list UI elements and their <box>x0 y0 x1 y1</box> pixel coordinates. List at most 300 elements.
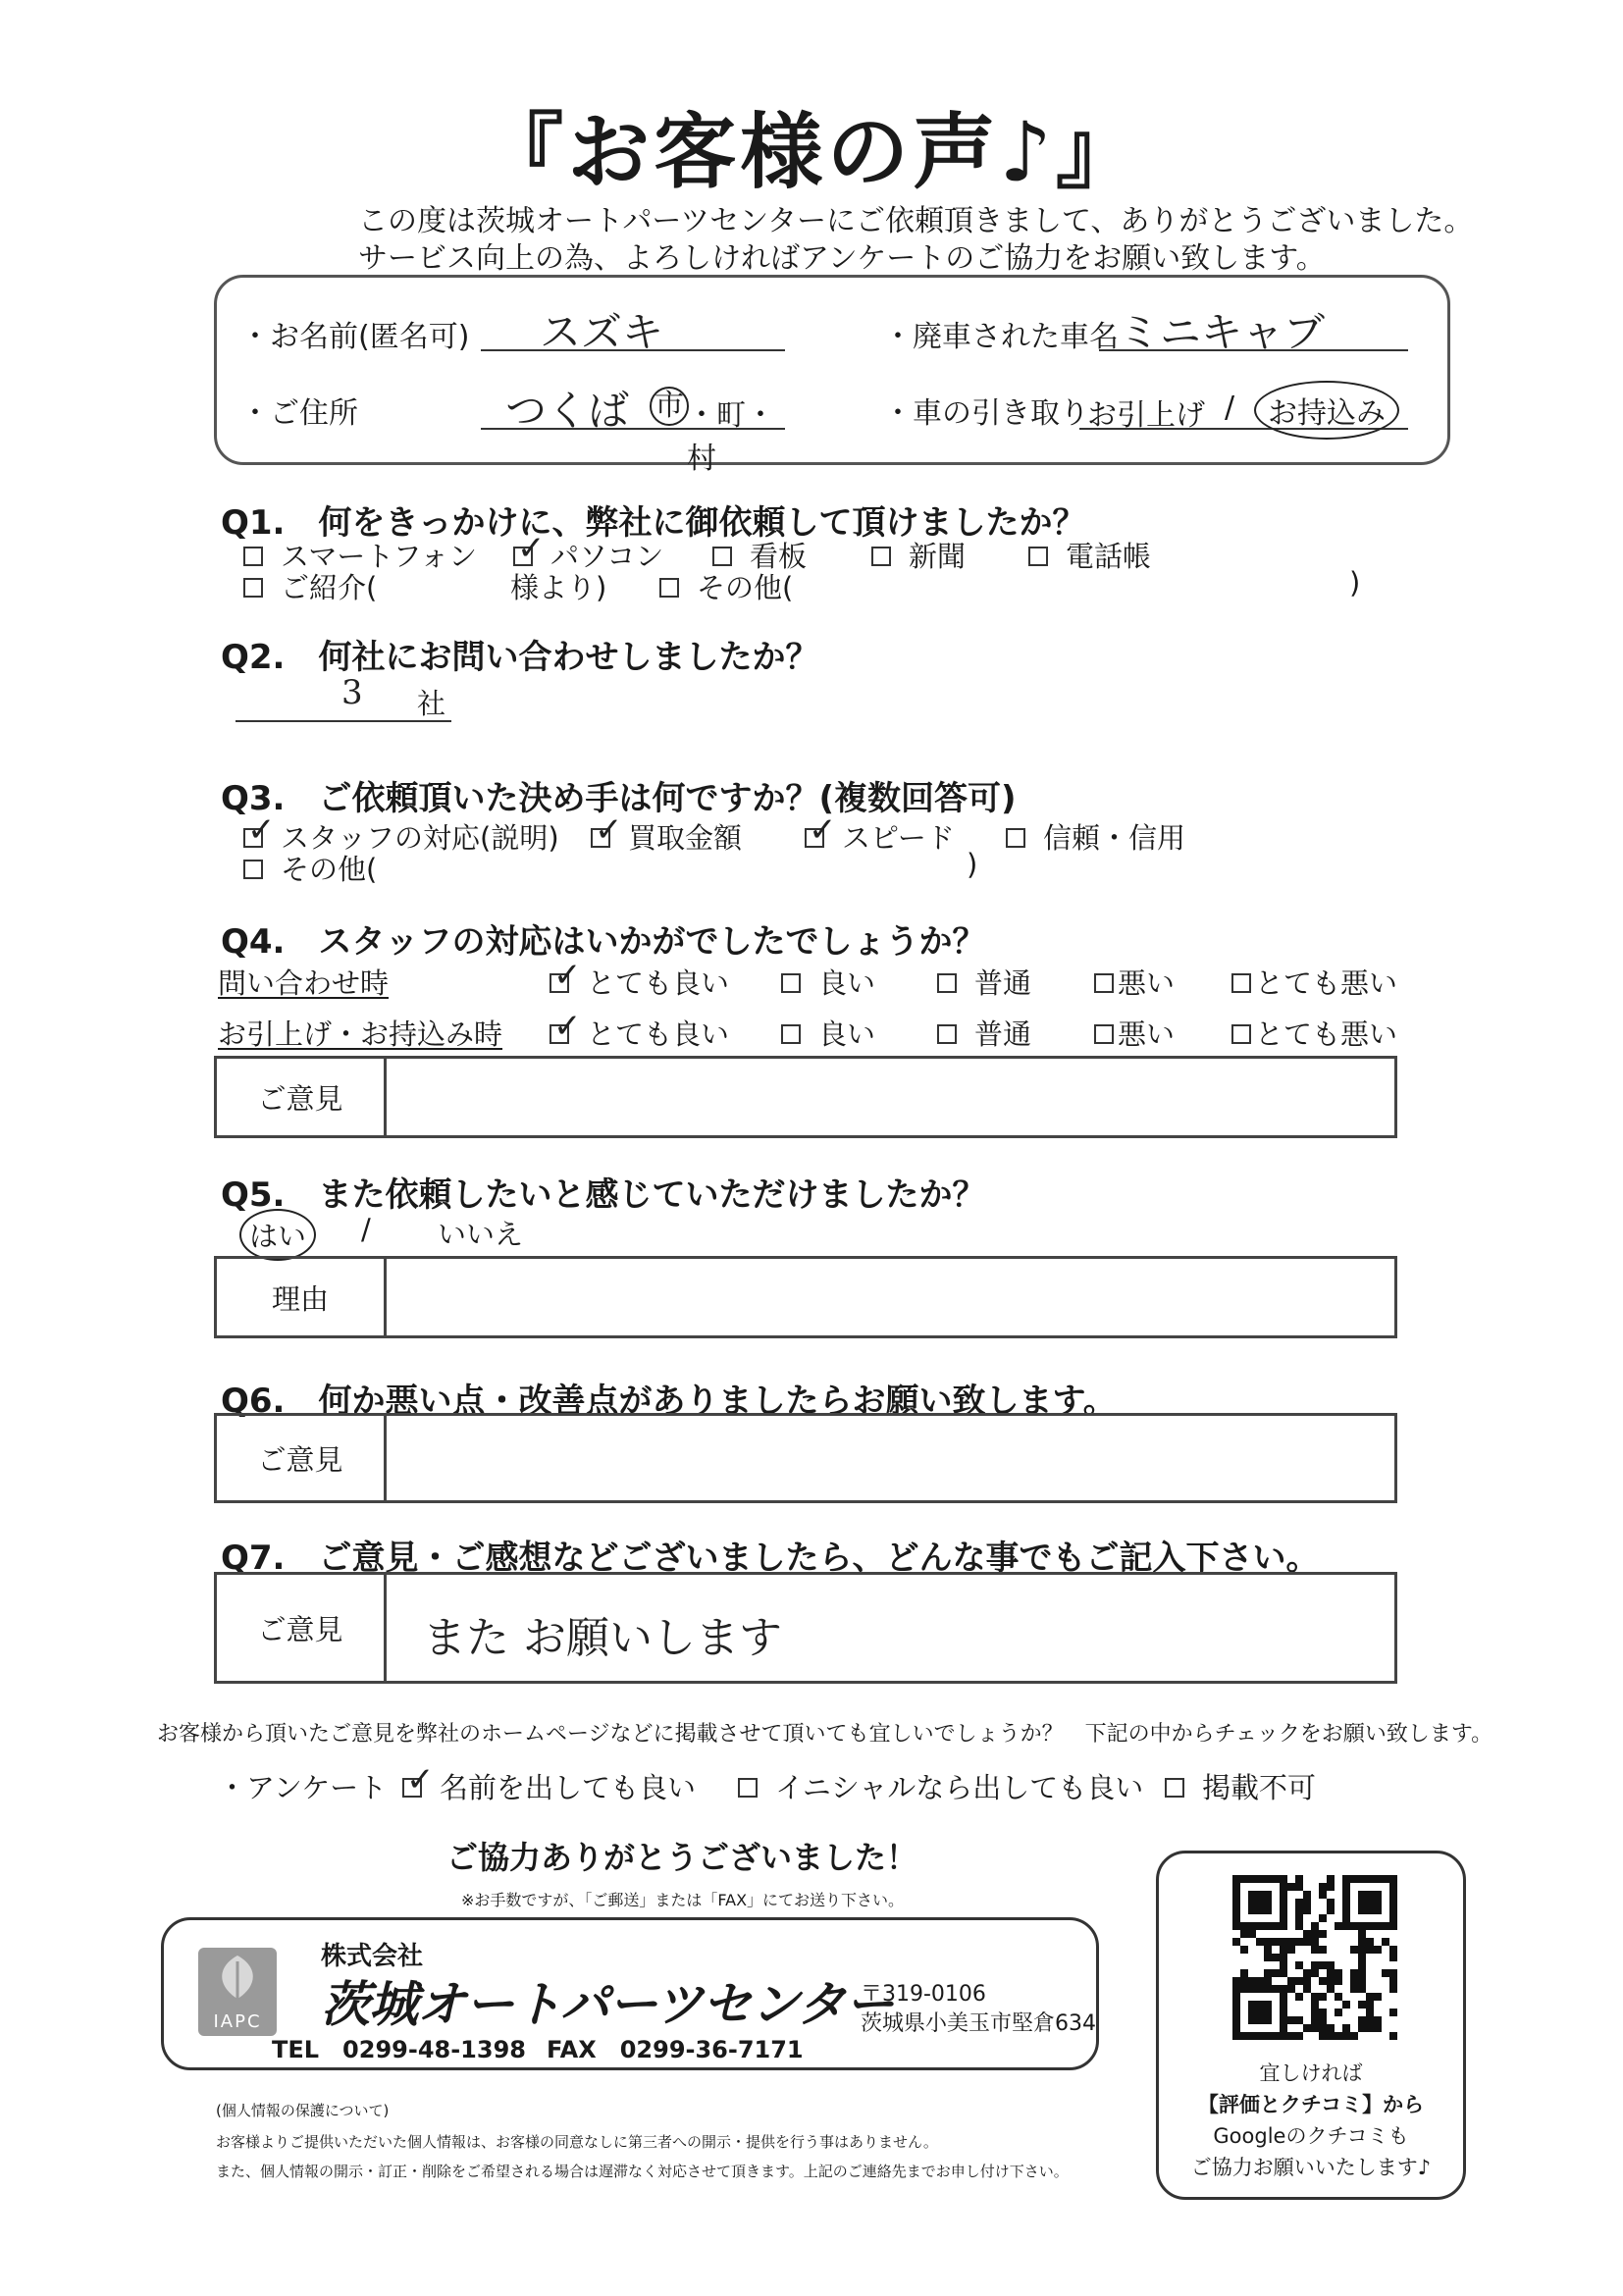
qr-module <box>1256 2016 1264 2024</box>
qr-module <box>1374 1899 1382 1906</box>
qr-module <box>1311 2024 1319 2032</box>
qr-module <box>1311 1930 1319 1938</box>
qr-module <box>1327 1883 1335 1891</box>
checkbox-checked[interactable] <box>513 547 533 566</box>
qr-module <box>1358 2016 1366 2024</box>
qr-code[interactable] <box>1232 1875 1397 2040</box>
qr-module <box>1232 1875 1240 1883</box>
q4-pickup-normal[interactable]: 普通 <box>937 1013 1031 1053</box>
qr-module <box>1335 1922 1342 1930</box>
publish-option-initials[interactable]: イニシャルなら出しても良い <box>738 1766 1143 1806</box>
qr-module <box>1240 1875 1248 1883</box>
qr-module <box>1248 1875 1256 1883</box>
qr-module <box>1240 1922 1248 1930</box>
qr-module <box>1264 2032 1272 2040</box>
qr-module <box>1295 1977 1303 1985</box>
qr-module <box>1342 1906 1350 1914</box>
mail-note: ※お手数ですが、「ご郵送」または「FAX」にてお送り下さい。 <box>461 1891 905 1909</box>
qr-module <box>1264 1922 1272 1930</box>
qr-module <box>1303 1938 1311 1946</box>
qr-module <box>1389 1985 1397 1993</box>
qr-module <box>1280 2001 1287 2009</box>
qr-module <box>1327 1977 1335 1985</box>
q4-inquiry-good[interactable]: 良い <box>781 962 875 1002</box>
qr-module <box>1303 1906 1311 1914</box>
qr-module <box>1350 1875 1358 1883</box>
qr-module <box>1319 1946 1327 1954</box>
q4-inquiry-normal[interactable]: 普通 <box>937 962 1031 1002</box>
qr-module <box>1240 1977 1248 1985</box>
q3-other-close: ) <box>967 848 978 881</box>
qr-module <box>1264 1969 1272 1977</box>
qr-module <box>1256 1985 1264 1993</box>
checkbox[interactable] <box>243 547 263 566</box>
qr-module <box>1232 2032 1240 2040</box>
q5-option-no[interactable]: いいえ <box>438 1218 524 1251</box>
qr-module <box>1295 2016 1303 2024</box>
qr-module <box>1319 1914 1327 1922</box>
qr-module <box>1366 1922 1374 1930</box>
q4-row-label-pickup: お引上げ・お持込み時 <box>218 1018 503 1051</box>
qr-module <box>1303 1930 1311 1938</box>
q1-option-smartphone[interactable]: スマートフォン <box>243 535 477 575</box>
qr-module <box>1335 1977 1342 1985</box>
car-value: ミニキャブ <box>1119 308 1326 356</box>
qr-module <box>1374 1875 1382 1883</box>
qr-module <box>1311 2009 1319 2016</box>
qr-module <box>1295 1906 1303 1914</box>
qr-module <box>1335 1993 1342 2001</box>
qr-module <box>1280 1914 1287 1922</box>
qr-module <box>1382 1922 1389 1930</box>
qr-module <box>1327 1875 1335 1883</box>
q1-other-close: ) <box>1349 566 1361 600</box>
q3-option-price[interactable]: ✓ 買取金額 <box>591 816 742 857</box>
qr-module <box>1232 2009 1240 2016</box>
qr-module <box>1280 1922 1287 1930</box>
qr-module <box>1264 1899 1272 1906</box>
q2-count-unit: 社 <box>417 687 446 720</box>
q3-title: Q3. ご依頼頂いた決め手は何ですか？(複数回答可) <box>221 779 1017 818</box>
address-suffix: ・町・村 <box>687 398 775 476</box>
qr-module <box>1366 1993 1374 2001</box>
qr-module <box>1366 1906 1374 1914</box>
qr-caption-line-1: 宜しければ <box>1259 2061 1363 2085</box>
qr-module <box>1256 2001 1264 2009</box>
qr-module <box>1358 1946 1366 1954</box>
qr-module <box>1358 1969 1366 1977</box>
qr-module <box>1374 1891 1382 1899</box>
checkbox-checked[interactable] <box>550 973 569 993</box>
qr-module <box>1287 1977 1295 1985</box>
checkbox[interactable] <box>937 973 957 993</box>
qr-module <box>1287 1883 1295 1891</box>
qr-module <box>1272 1969 1280 1977</box>
qr-module <box>1382 1938 1389 1946</box>
page-title: 『お客様の声♪』 <box>481 104 1142 200</box>
checkbox[interactable] <box>712 547 732 566</box>
qr-module <box>1256 1899 1264 1906</box>
qr-module <box>1248 2032 1256 2040</box>
q5-reason-box[interactable] <box>214 1256 1397 1338</box>
qr-module <box>1272 2032 1280 2040</box>
checkbox[interactable] <box>1231 973 1251 993</box>
qr-module <box>1264 1985 1272 1993</box>
intro-line-1: この度は茨城オートパーツセンターにご依頼頂きまして、ありがとうございました。 <box>358 204 1474 238</box>
qr-module <box>1280 1946 1287 1954</box>
checkbox[interactable] <box>1231 1024 1251 1044</box>
qr-module <box>1272 1875 1280 1883</box>
qr-module <box>1248 1906 1256 1914</box>
qr-module <box>1240 1946 1248 1954</box>
qr-module <box>1264 1977 1272 1985</box>
qr-module <box>1327 1906 1335 1914</box>
checkbox-checked[interactable] <box>550 1024 569 1044</box>
car-label: ・廃車された車名 <box>883 320 1119 354</box>
privacy-heading: (個人情報の保護について) <box>216 2102 390 2119</box>
checkbox[interactable] <box>871 547 891 566</box>
name-label: ・お名前(匿名可) <box>240 320 470 354</box>
qr-module <box>1264 2016 1272 2024</box>
qr-module <box>1389 1883 1397 1891</box>
qr-module <box>1232 1922 1240 1930</box>
qr-module <box>1319 1930 1327 1938</box>
qr-module <box>1319 1961 1327 1969</box>
privacy-line-2: また、個人情報の開示・訂正・削除をご希望される場合は遅滞なく対応させて頂きます。上記のご連絡先までお申し付け下さい。 <box>216 2163 1069 2180</box>
qr-module <box>1335 2032 1342 2040</box>
thanks-message: ご協力ありがとうございました！ <box>446 1839 918 1876</box>
qr-module <box>1311 1993 1319 2001</box>
qr-module <box>1303 1977 1311 1985</box>
qr-module <box>1287 1985 1295 1993</box>
qr-module <box>1342 1899 1350 1906</box>
qr-module <box>1358 1954 1366 1961</box>
qr-module <box>1264 1954 1272 1961</box>
qr-module <box>1303 1899 1311 1906</box>
qr-module <box>1389 2009 1397 2016</box>
qr-module <box>1350 1922 1358 1930</box>
qr-module <box>1248 1899 1256 1906</box>
address-field[interactable] <box>481 379 785 476</box>
qr-module <box>1358 1985 1366 1993</box>
qr-module <box>1303 2024 1311 2032</box>
pickup-option-hikiage[interactable]: お引上げ <box>1087 398 1205 433</box>
qr-module <box>1232 1914 1240 1922</box>
qr-module <box>1295 1961 1303 1969</box>
qr-module <box>1319 2009 1327 2016</box>
qr-module <box>1232 1891 1240 1899</box>
qr-module <box>1287 1938 1295 1946</box>
qr-module <box>1389 1875 1397 1883</box>
qr-module <box>1342 1883 1350 1891</box>
qr-module <box>1327 2032 1335 2040</box>
qr-module <box>1358 1961 1366 1969</box>
q4-row-label-inquiry: 問い合わせ時 <box>218 966 390 1000</box>
qr-module <box>1280 1985 1287 1993</box>
qr-module <box>1303 1969 1311 1977</box>
qr-module <box>1366 2024 1374 2032</box>
qr-module <box>1311 1922 1319 1930</box>
qr-module <box>1319 2032 1327 2040</box>
qr-module <box>1319 2024 1327 2032</box>
qr-module <box>1303 1891 1311 1899</box>
q2-count-field[interactable] <box>236 673 451 722</box>
qr-module <box>1327 2024 1335 2032</box>
q7-comment-box[interactable] <box>214 1572 1397 1684</box>
company-logo <box>198 1948 277 2036</box>
qr-module <box>1232 1977 1240 1985</box>
qr-module <box>1311 1938 1319 1946</box>
qr-module <box>1358 2001 1366 2009</box>
qr-module <box>1358 2024 1366 2032</box>
qr-module <box>1389 1914 1397 1922</box>
privacy-line-1: お客様よりご提供いただいた個人情報は、お客様の同意なしに第三者への開示・提供を行う事はありません。 <box>216 2133 938 2151</box>
checkbox-checked[interactable] <box>591 828 610 848</box>
pickup-label: ・車の引き取り <box>883 396 1089 431</box>
leaf-icon <box>198 1948 277 2007</box>
qr-module <box>1280 1993 1287 2001</box>
checkbox-checked[interactable] <box>805 828 824 848</box>
qr-module <box>1248 1922 1256 1930</box>
qr-module <box>1256 1977 1264 1985</box>
qr-module <box>1240 1969 1248 1977</box>
qr-module <box>1350 1946 1358 1954</box>
q3-option-staff[interactable]: ✓スタッフの対応(説明) <box>243 816 559 857</box>
qr-module <box>1248 2001 1256 2009</box>
company-postal: 〒319-0106 <box>861 1982 986 2007</box>
qr-module <box>1232 2001 1240 2009</box>
qr-module <box>1232 1899 1240 1906</box>
checkbox-checked[interactable] <box>243 828 263 848</box>
pickup-field[interactable] <box>1079 379 1408 433</box>
checkbox[interactable] <box>1094 973 1114 993</box>
qr-module <box>1280 1899 1287 1906</box>
qr-module <box>1350 1985 1358 1993</box>
qr-module <box>1232 1906 1240 1914</box>
qr-module <box>1280 1875 1287 1883</box>
q4-pickup-very-bad[interactable]: とても悪い <box>1231 1013 1397 1053</box>
qr-module <box>1256 1891 1264 1899</box>
qr-module <box>1303 1985 1311 1993</box>
checkbox[interactable] <box>738 1778 758 1798</box>
q2-title: Q2. 何社にお問い合わせしましたか？ <box>221 638 819 677</box>
qr-module <box>1280 1961 1287 1969</box>
q7-comment-label: ご意見 <box>217 1575 387 1681</box>
qr-module <box>1342 1914 1350 1922</box>
qr-module <box>1287 2032 1295 2040</box>
qr-module <box>1295 1938 1303 1946</box>
q5-separator: / <box>361 1213 371 1246</box>
qr-module <box>1366 1946 1374 1954</box>
qr-module <box>1240 1930 1248 1938</box>
qr-module <box>1248 2009 1256 2016</box>
checkbox[interactable] <box>1028 547 1048 566</box>
qr-box <box>1156 1851 1466 2200</box>
qr-module <box>1374 1922 1382 1930</box>
q7-comment-value: また お願いします <box>423 1613 782 1663</box>
qr-module <box>1358 1899 1366 1906</box>
qr-module <box>1280 1954 1287 1961</box>
qr-module <box>1389 1954 1397 1961</box>
qr-module <box>1366 1891 1374 1899</box>
qr-module <box>1280 1969 1287 1977</box>
qr-module <box>1272 1922 1280 1930</box>
qr-module <box>1374 1906 1382 1914</box>
q5-title: Q5. また依頼したいと感じていただけましたか？ <box>221 1175 986 1215</box>
qr-module <box>1256 2009 1264 2016</box>
qr-module <box>1280 2024 1287 2032</box>
qr-module <box>1358 1922 1366 1930</box>
qr-module <box>1311 1969 1319 1977</box>
qr-module <box>1319 1883 1327 1891</box>
q1-option-pc[interactable]: ✓ パソコン <box>513 535 663 575</box>
address-city: つくば <box>505 387 630 435</box>
qr-module <box>1366 1899 1374 1906</box>
qr-module <box>1280 1938 1287 1946</box>
qr-module <box>1335 2009 1342 2016</box>
qr-module <box>1358 1977 1366 1985</box>
qr-module <box>1342 1891 1350 1899</box>
checkbox[interactable] <box>243 860 263 879</box>
car-field[interactable] <box>1099 300 1408 356</box>
q6-comment-box[interactable] <box>214 1413 1397 1503</box>
q4-pickup-good[interactable]: 良い <box>781 1013 875 1053</box>
address-label: ・ご住所 <box>240 396 358 431</box>
company-kabushiki: 株式会社 <box>321 1942 424 1971</box>
qr-module <box>1232 2016 1240 2024</box>
qr-module <box>1248 2016 1256 2024</box>
qr-module <box>1295 1993 1303 2001</box>
checkbox[interactable] <box>937 1024 957 1044</box>
q3-option-other[interactable]: その他( <box>243 848 377 888</box>
qr-module <box>1389 1922 1397 1930</box>
qr-module <box>1342 1875 1350 1883</box>
qr-module <box>1280 1891 1287 1899</box>
name-value: スズキ <box>540 308 664 356</box>
q4-pickup-very-good[interactable]: ✓ とても良い <box>550 1013 729 1053</box>
company-tel: TEL 0299-48-1398 <box>272 2036 526 2063</box>
q1-title: Q1. 何をきっかけに、弊社に御依頼して頂けましたか？ <box>221 503 1086 543</box>
qr-module <box>1280 1906 1287 1914</box>
qr-module <box>1256 1922 1264 1930</box>
q5-option-yes[interactable]: はい <box>239 1209 316 1261</box>
q3-option-speed[interactable]: ✓ スピード <box>805 816 955 857</box>
q4-inquiry-very-bad[interactable]: とても悪い <box>1231 962 1397 1002</box>
qr-module <box>1248 1891 1256 1899</box>
qr-module <box>1256 2032 1264 2040</box>
qr-module <box>1232 1993 1240 2001</box>
q4-comment-label: ご意見 <box>217 1059 387 1135</box>
qr-module <box>1232 1883 1240 1891</box>
q5-reason-label: 理由 <box>217 1259 387 1335</box>
qr-module <box>1389 1977 1397 1985</box>
qr-module <box>1358 1906 1366 1914</box>
company-address: 茨城県小美玉市堅倉634 <box>861 2011 1096 2036</box>
qr-module <box>1287 1946 1295 1954</box>
q4-inquiry-bad[interactable]: 悪い <box>1094 962 1175 1002</box>
qr-module <box>1366 2009 1374 2016</box>
company-name: 茨城オートパーツセンター <box>321 1976 893 2033</box>
name-field[interactable] <box>481 300 785 356</box>
q2-count-value: 3 <box>341 673 363 712</box>
qr-module <box>1358 1938 1366 1946</box>
q3-option-trust[interactable]: 信頼・信用 <box>1006 816 1185 857</box>
qr-module <box>1335 1969 1342 1977</box>
qr-module <box>1264 1906 1272 1914</box>
qr-module <box>1366 1875 1374 1883</box>
qr-module <box>1272 1985 1280 1993</box>
qr-module <box>1264 1946 1272 1954</box>
q4-pickup-bad[interactable]: 悪い <box>1094 1013 1175 1053</box>
qr-module <box>1232 1985 1240 1993</box>
publish-label: ・アンケート <box>218 1771 388 1804</box>
qr-module <box>1374 1993 1382 2001</box>
qr-module <box>1342 2001 1350 2009</box>
q1-option-signboard[interactable]: 看板 <box>712 535 807 575</box>
qr-caption-line-2: 【評価とクチコミ】から <box>1197 2093 1425 2116</box>
q1-option-newspaper[interactable]: 新聞 <box>871 535 966 575</box>
publish-option-none[interactable]: 掲載不可 <box>1165 1766 1316 1806</box>
address-shi-circled: 市 <box>650 387 689 426</box>
pickup-option-mochikomi[interactable]: お持込み <box>1254 381 1399 440</box>
qr-module <box>1272 1938 1280 1946</box>
qr-module <box>1280 2032 1287 2040</box>
checkbox[interactable] <box>781 973 801 993</box>
qr-module <box>1256 1938 1264 1946</box>
qr-module <box>1389 1946 1397 1954</box>
q6-comment-label: ご意見 <box>217 1416 387 1500</box>
qr-module <box>1280 2009 1287 2016</box>
qr-module <box>1295 1875 1303 1883</box>
qr-module <box>1366 2001 1374 2009</box>
q1-option-other[interactable]: その他( <box>659 566 793 606</box>
qr-module <box>1311 1946 1319 1954</box>
qr-module <box>1374 2024 1382 2032</box>
qr-module <box>1272 1954 1280 1961</box>
q4-inquiry-very-good[interactable]: ✓ とても良い <box>550 962 729 1002</box>
checkbox[interactable] <box>781 1024 801 1044</box>
checkbox[interactable] <box>1165 1778 1184 1798</box>
q1-option-phonebook[interactable]: 電話帳 <box>1028 535 1151 575</box>
q4-comment-box[interactable] <box>214 1056 1397 1138</box>
checkbox-checked[interactable] <box>402 1778 422 1798</box>
qr-module <box>1264 1891 1272 1899</box>
qr-module <box>1295 1922 1303 1930</box>
qr-module <box>1319 1993 1327 2001</box>
q7-title: Q7. ご意見・ご感想などございましたら、どんな事でもご記入下さい。 <box>221 1539 1320 1578</box>
publish-option-name[interactable]: ✓ 名前を出しても良い <box>402 1766 696 1806</box>
checkbox[interactable] <box>1006 828 1025 848</box>
qr-module <box>1240 2032 1248 2040</box>
checkbox[interactable] <box>1094 1024 1114 1044</box>
intro-line-2: サービス向上の為、よろしければアンケートのご協力をお願い致します。 <box>358 241 1326 276</box>
qr-caption-line-3: Googleのクチコミも <box>1213 2124 1409 2148</box>
qr-module <box>1264 1875 1272 1883</box>
qr-module <box>1256 1906 1264 1914</box>
qr-module <box>1232 1938 1240 1946</box>
checkbox[interactable] <box>243 578 263 598</box>
qr-module <box>1342 2032 1350 2040</box>
qr-module <box>1264 1938 1272 1946</box>
company-box <box>161 1917 1099 2070</box>
qr-module <box>1350 1969 1358 1977</box>
qr-module <box>1248 1930 1256 1938</box>
qr-module <box>1374 2016 1382 2024</box>
qr-module <box>1280 1883 1287 1891</box>
q1-option-introduction[interactable]: ご紹介( <box>243 566 377 606</box>
qr-module <box>1248 1977 1256 1985</box>
checkbox[interactable] <box>659 578 679 598</box>
